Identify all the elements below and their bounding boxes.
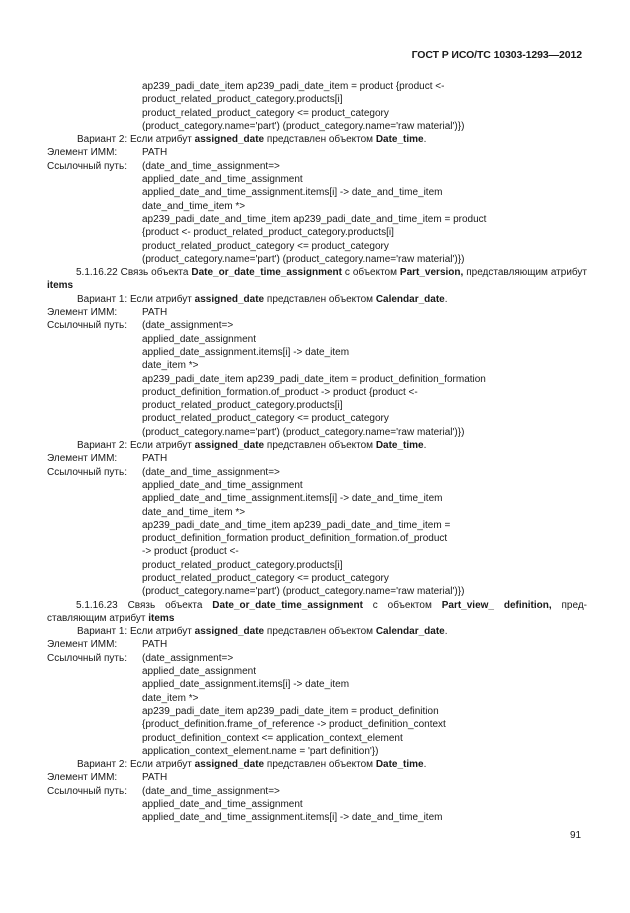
entity-name: Part_version,	[399, 267, 464, 279]
code-line	[47, 120, 587, 133]
code-line	[47, 253, 587, 266]
field-value: PATH	[142, 772, 168, 784]
code-line	[47, 811, 587, 824]
code-line	[47, 692, 587, 705]
attribute-name: assigned_date	[194, 134, 265, 146]
code-text: product_related_product_category.products[i]	[142, 400, 343, 412]
code-text: application_context_element.name = 'part definition'})	[142, 745, 379, 757]
entity-name: Date_time	[375, 440, 424, 452]
entity-name: Date_or_date_time_assignment	[212, 599, 363, 611]
variant-line	[47, 133, 587, 146]
field-label: Элемент ИММ:	[47, 147, 118, 159]
code-text: ap239_padi_date_and_time_item ap239_padi_date_and_time_item = product	[142, 213, 487, 225]
field-label: Элемент ИММ:	[47, 772, 118, 784]
labeled-line	[47, 160, 587, 173]
code-line	[47, 226, 587, 239]
code-text: product_related_product_category.products[i]	[142, 94, 343, 106]
code-text: applied_date_and_time_assignment.items[i] -> date_and_time_item	[142, 187, 443, 199]
code-line	[47, 665, 587, 678]
attribute-name: assigned_date	[194, 759, 265, 771]
code-text: applied_date_and_time_assignment.items[i] -> date_and_time_item	[142, 493, 443, 505]
code-text: product_related_product_category <= product_category	[142, 107, 389, 119]
field-value: PATH	[142, 147, 168, 159]
field-value: PATH	[142, 453, 168, 465]
code-text: ap239_padi_date_item ap239_padi_date_item = product_definition_formation	[142, 373, 486, 385]
code-text: {product_definition.frame_of_reference -> product_definition_context	[142, 719, 446, 731]
variant-text: Вариант 2: Если атрибут	[77, 759, 195, 771]
code-text: applied_date_and_time_assignment	[142, 479, 303, 491]
section-text: 5.1.16.22 Связь объекта	[76, 267, 192, 279]
code-line	[47, 386, 587, 399]
attribute-name: items	[148, 612, 175, 624]
code-line	[47, 745, 587, 758]
field-label: Элемент ИММ:	[47, 453, 118, 465]
code-text: applied_date_assignment	[142, 333, 256, 345]
code-text: date_and_time_item *>	[142, 506, 246, 518]
entity-name: Calendar_date	[375, 626, 445, 638]
code-text: (product_category.name='part') (product_category.name='raw material')})	[142, 586, 465, 598]
code-text: date_and_time_item *>	[142, 200, 246, 212]
field-label: Элемент ИММ:	[47, 639, 118, 651]
code-line	[47, 213, 587, 226]
code-line	[47, 412, 587, 425]
page-number: 91	[570, 830, 582, 841]
entity-name: Date_time	[375, 759, 424, 771]
section-heading	[47, 599, 587, 626]
section-text: 5.1.16.23 Связь объекта	[76, 599, 213, 611]
section-text: пред-ставляющим атрибут	[47, 599, 587, 624]
variant-text: представлен объектом	[264, 440, 376, 452]
code-line	[47, 240, 587, 253]
variant-line	[47, 439, 587, 452]
document-header: ГОСТ Р ИСО/ТС 10303-1293—2012	[411, 49, 582, 61]
code-text: product_related_product_category <= product_category	[142, 413, 389, 425]
code-line	[47, 506, 587, 519]
code-line	[47, 359, 587, 372]
field-value: (date_and_time_assignment=>	[142, 466, 280, 478]
code-line	[47, 186, 587, 199]
code-text: applied_date_and_time_assignment.items[i] -> date_and_time_item	[142, 812, 443, 824]
code-text: product_related_product_category.products[i]	[142, 559, 343, 571]
code-line	[47, 346, 587, 359]
attribute-name: assigned_date	[194, 440, 265, 452]
variant-text: представлен объектом	[264, 626, 376, 638]
variant-line	[47, 758, 587, 771]
code-text: applied_date_and_time_assignment	[142, 799, 303, 811]
variant-text: представлен объектом	[264, 134, 376, 146]
code-line	[47, 93, 587, 106]
code-line	[47, 559, 587, 572]
code-text: applied_date_assignment.items[i] -> date_item	[142, 679, 350, 691]
variant-text: .	[423, 440, 427, 452]
field-value: PATH	[142, 639, 168, 651]
code-line	[47, 426, 587, 439]
section-text: представляющим атрибут	[463, 267, 587, 279]
variant-line	[47, 293, 587, 306]
attribute-name: assigned_date	[194, 626, 265, 638]
code-line	[47, 705, 587, 718]
attribute-name: assigned_date	[194, 293, 265, 305]
code-line	[47, 173, 587, 186]
code-text: product_related_product_category <= product_category	[142, 572, 389, 584]
code-text: ap239_padi_date_item ap239_padi_date_item = product_definition	[142, 705, 439, 717]
code-text: product_definition_context <= application_context_element	[142, 732, 403, 744]
variant-text: .	[444, 626, 448, 638]
code-text: product_definition_formation.of_product -> product {product <-	[142, 386, 418, 398]
labeled-line	[47, 638, 587, 651]
code-text: (product_category.name='part') (product_category.name='raw material')})	[142, 253, 465, 265]
field-value: PATH	[142, 307, 168, 319]
field-value: (date_and_time_assignment=>	[142, 160, 280, 172]
field-label: Ссылочный путь:	[47, 160, 127, 172]
code-text: -> product {product <-	[142, 546, 239, 558]
field-label: Ссылочный путь:	[47, 652, 127, 664]
section-text: с объектом	[342, 267, 400, 279]
document-body	[47, 80, 587, 825]
variant-text: представлен объектом	[264, 293, 376, 305]
code-line	[47, 479, 587, 492]
labeled-line	[47, 146, 587, 159]
labeled-line	[47, 319, 587, 332]
code-text: applied_date_and_time_assignment	[142, 174, 303, 186]
code-line	[47, 519, 587, 532]
labeled-line	[47, 785, 587, 798]
code-line	[47, 532, 587, 545]
variant-text: Вариант 1: Если атрибут	[77, 293, 195, 305]
variant-text: .	[423, 134, 427, 146]
code-line	[47, 107, 587, 120]
labeled-line	[47, 652, 587, 665]
field-label: Ссылочный путь:	[47, 785, 127, 797]
labeled-line	[47, 771, 587, 784]
attribute-name: items	[47, 280, 74, 292]
variant-text: Вариант 2: Если атрибут	[77, 440, 195, 452]
code-line	[47, 399, 587, 412]
code-text: date_item *>	[142, 360, 199, 372]
code-text: applied_date_assignment.items[i] -> date_item	[142, 346, 350, 358]
code-text: product_related_product_category <= product_category	[142, 240, 389, 252]
variant-line	[47, 625, 587, 638]
code-text: (product_category.name='part') (product_category.name='raw material')})	[142, 426, 465, 438]
code-line	[47, 545, 587, 558]
code-line	[47, 492, 587, 505]
variant-text: .	[444, 293, 448, 305]
entity-name: Part_view_ definition,	[441, 599, 552, 611]
code-line	[47, 732, 587, 745]
variant-text: Вариант 2: Если атрибут	[77, 134, 195, 146]
labeled-line	[47, 466, 587, 479]
field-value: (date_assignment=>	[142, 320, 234, 332]
code-text: product_definition_formation product_definition_formation.of_product	[142, 533, 448, 545]
code-text: {product <- product_related_product_category.products[i]	[142, 227, 394, 239]
code-line	[47, 678, 587, 691]
code-line	[47, 798, 587, 811]
field-label: Ссылочный путь:	[47, 466, 127, 478]
field-value: (date_assignment=>	[142, 652, 234, 664]
code-text: applied_date_assignment	[142, 666, 256, 678]
section-heading	[47, 266, 587, 293]
code-line	[47, 80, 587, 93]
code-text: date_item *>	[142, 692, 199, 704]
code-text: ap239_padi_date_item ap239_padi_date_item = product {product <-	[142, 81, 445, 92]
labeled-line	[47, 306, 587, 319]
entity-name: Date_or_date_time_assignment	[191, 267, 342, 279]
code-line	[47, 585, 587, 598]
section-text: с объектом	[362, 599, 442, 611]
code-line	[47, 572, 587, 585]
section-paragraph	[47, 599, 587, 626]
variant-text: представлен объектом	[264, 759, 376, 771]
code-text: ap239_padi_date_and_time_item ap239_padi_date_and_time_item =	[142, 519, 451, 531]
code-line	[47, 333, 587, 346]
code-line	[47, 718, 587, 731]
field-value: (date_and_time_assignment=>	[142, 785, 280, 797]
code-text: (product_category.name='part') (product_category.name='raw material')})	[142, 120, 465, 132]
labeled-line	[47, 452, 587, 465]
field-label: Элемент ИММ:	[47, 307, 118, 319]
variant-text: Вариант 1: Если атрибут	[77, 626, 195, 638]
entity-name: Date_time	[375, 134, 424, 146]
code-line	[47, 373, 587, 386]
code-line	[47, 200, 587, 213]
section-paragraph	[47, 266, 587, 293]
variant-text: .	[423, 759, 427, 771]
field-label: Ссылочный путь:	[47, 320, 127, 332]
entity-name: Calendar_date	[375, 293, 445, 305]
